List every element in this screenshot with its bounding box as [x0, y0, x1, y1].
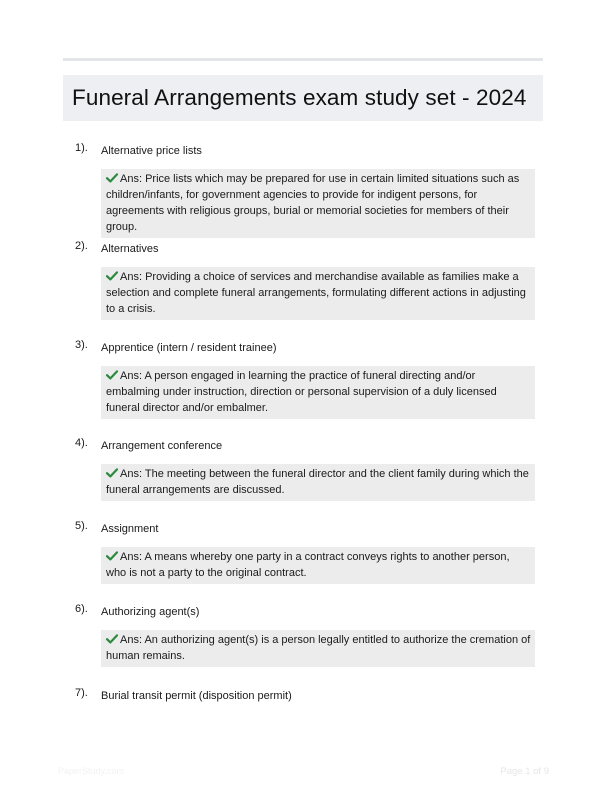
item-term: Alternative price lists	[101, 145, 202, 157]
checkmark-icon	[106, 271, 118, 281]
item-number: 5).	[75, 520, 88, 532]
answer-text: Ans: Providing a choice of services and merchandise available as families make a selection and complete funeral arrangements, formulating different actions in adjusting to a crisis.	[106, 271, 526, 315]
item-number: 3).	[75, 339, 88, 351]
item-term: Assignment	[101, 523, 159, 535]
page-title: Funeral Arrangements exam study set - 2024	[72, 85, 527, 110]
list-item	[63, 438, 543, 501]
list-item	[63, 604, 543, 667]
item-term: Arrangement conference	[101, 440, 223, 452]
checkmark-icon	[106, 634, 118, 644]
item-term: Alternatives	[101, 243, 159, 255]
title-banner	[63, 75, 543, 121]
list-item	[63, 143, 543, 238]
answer-text: Ans: The meeting between the funeral director and the client family during which the funeral arrangements are discussed.	[106, 468, 529, 496]
list-item	[63, 688, 543, 704]
answer-box	[101, 547, 535, 584]
list-item	[63, 241, 543, 320]
answer-text: Ans: A means whereby one party in a contract conveys rights to another person, who is not a party to the original contract.	[106, 551, 510, 579]
answer-box	[101, 169, 535, 238]
checkmark-icon	[106, 468, 118, 478]
answer-text: Ans: Price lists which may be prepared for use in certain limited situations such as children/infants, for government agencies to provide for indigent persons, for agreements with religious groups, burial or memorial societies for members of their group.	[106, 173, 520, 233]
checkmark-icon	[106, 370, 118, 380]
item-term: Burial transit permit (disposition permit)	[101, 690, 292, 702]
list-item	[63, 521, 543, 584]
answer-box	[101, 464, 535, 501]
page-number: Page 1 of 9	[500, 766, 549, 777]
top-divider	[63, 58, 543, 61]
checkmark-icon	[106, 173, 118, 183]
answer-box	[101, 630, 535, 667]
item-number: 7).	[75, 687, 88, 699]
checkmark-icon	[106, 551, 118, 561]
item-term: Authorizing agent(s)	[101, 606, 200, 618]
answer-box	[101, 267, 535, 320]
answer-text: Ans: An authorizing agent(s) is a person legally entitled to authorize the cremation of human remains.	[106, 634, 531, 662]
answer-box	[101, 366, 535, 419]
item-number: 4).	[75, 437, 88, 449]
item-number: 2).	[75, 240, 88, 252]
item-term: Apprentice (intern / resident trainee)	[101, 342, 277, 354]
item-number: 1).	[75, 142, 88, 154]
list-item	[63, 340, 543, 419]
answer-text: Ans: A person engaged in learning the practice of funeral directing and/or embalming under instruction, direction or personal supervision of a duly licensed funeral director and/or embalmer.	[106, 370, 497, 414]
footer-watermark: PaperStudy.com	[58, 766, 124, 776]
item-number: 6).	[75, 603, 88, 615]
